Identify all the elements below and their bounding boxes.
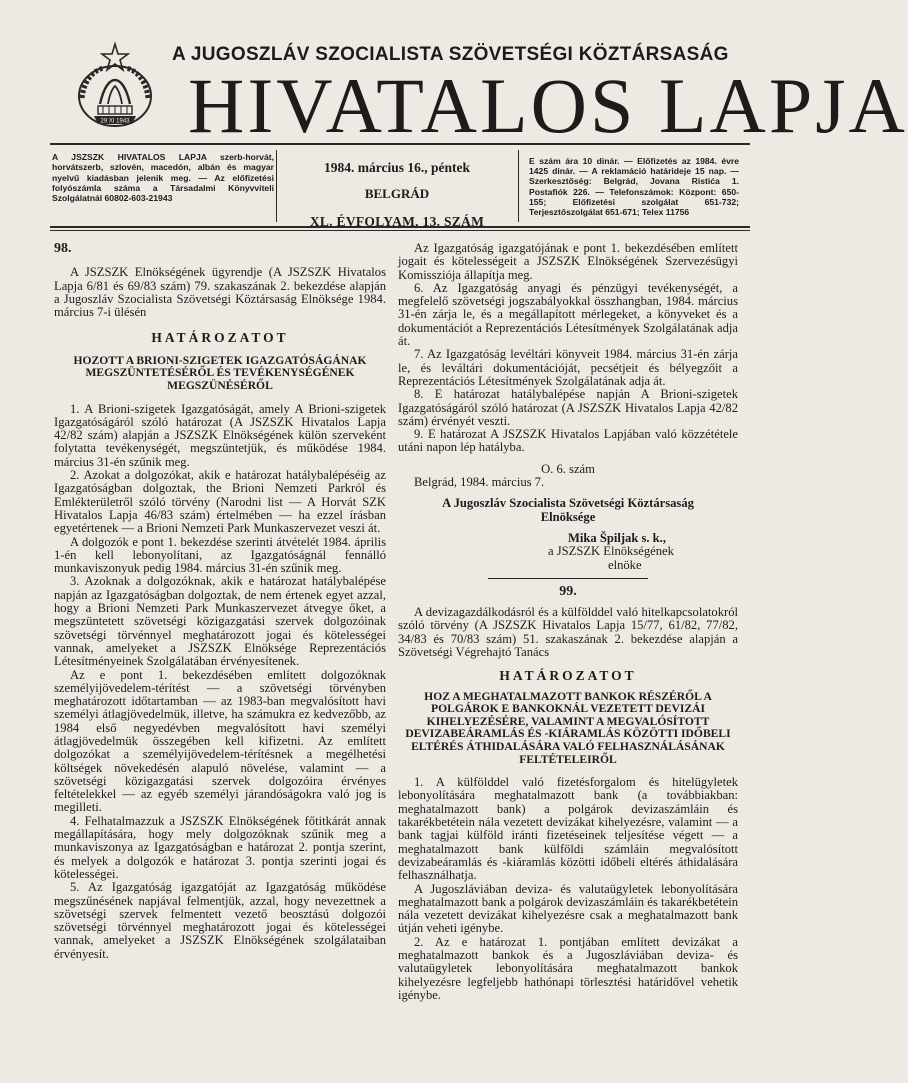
paragraph: A dolgozók e pont 1. bekezdése szerinti átvételét 1984. április 1-én kell lebonyolítani, az Igazgatóságnál fennálló munkaviszonyuk pedig 1984. március 31-én szűnik meg. (54, 534, 386, 576)
decree-intro: A JSZSZK Elnökségének ügyrendje (A JSZSZK Hivatalos Lapja 6/81 és 69/83 szám) 79. szakaszának 2. bekezdése alapján a Jugoszláv Szocialista Szövetségi Köztársaság Elnöksége 1984. március 7-i ülésén (54, 265, 386, 320)
paragraph: 2. Az e határozat 1. pontjában említett devizákat a meghatalmazott bankok és a Jugoszláviában deviza- és valutaügyletek lebonyolítására meghatalmazott bankok kihelyezésre legfeljebb hathónapi törlesztési határidővel vehetik igénybe. (398, 934, 738, 1002)
state-emblem-icon (72, 40, 158, 130)
paragraph: 8. E határozat hatálybalépése napján A Brioni-szigetek Igazgatóságáról szóló határozat (A JSZSZK Hivatalos Lapja 42/82 szám) érvényét veszti. (398, 387, 738, 428)
divider-right (518, 150, 519, 222)
paragraph: 4. Felhatalmazzuk a JSZSZK Elnökségének főtitkárát annak megállapítására, hogy mely dolgozóknak szűnik meg a munkaviszonya az Igazgatóságban e határozat 2. pontja szerint, és melyek a dolgozók e határozat 3. pontja szerinti jogai és kötelességei. (54, 813, 386, 881)
divider-left (276, 150, 277, 222)
reference-number: O. 6. szám (541, 461, 595, 476)
paragraph: 2. Azokat a dolgozókat, akik e határozat hatálybalépéséig az Igazgatóságban dolgoztak, the Brioni Nemzeti Parkról és Emlékterületről szóló törvény (Narodni list — A Horvát SZK Hivatalos Lapja 46/83 szám) értelmében — ha ezzel írásban egyetértenek — a Brioni Nemzeti Park Munkaszervezet veszi át. (54, 468, 386, 536)
decree-type: HATÁROZATOT (151, 330, 289, 346)
issuing-body: A Jugoszláv Szocialista Szövetségi Köztársaság Elnöksége (442, 496, 694, 524)
page-title: HIVATALOS LAPJA (188, 62, 908, 149)
paragraph: 9. E határozat A JSZSZK Hivatalos Lapjában való közzététele utáni napon lép hatályba. (398, 427, 738, 455)
price-info: E szám ára 10 dinár. — Előfizetés az 1984. évre 1425 dinár. — A reklamáció határideje 15 nap. — Szerkesztőség: Belgrád, Jovana Ristića 1. Postafiók 226. — Telefonszámok: Központ: 650-155; Előfizetési szolgálat 651-732; Terjesztőszolgálat 651-671; Telex 11756 (529, 156, 739, 218)
paragraph: 1. A Brioni-szigetek Igazgatóságát, amely A Brioni-szigetek Igazgatóságáról szóló határozat (A JSZSZK Hivatalos Lapja 42/82 szám) alapján a JSZSZK Elnökségének külön szerveként folytatta tevékenységét, megszüntetjük, és működése 1984. március 31-én szűnik meg. (54, 401, 386, 469)
header-rule-thin (50, 230, 750, 231)
paragraph: Az e pont 1. bekezdésében említett dolgozóknak személyijövedelem-térítést — a szövetségi törvényben meghatározott időtartamban — az 1983-ban megvalósított havi személyi átlagjövedelmük, illetve, ha számukra ez kedvezőbb, az 1984 első negyedévben megvalósított havi személyi átlagjövedelmük összegében kell kifizetni. Az említett dolgozókat a személyijövedelem-térítésnek a megélhetési költségek növekedésén alapuló növelése, valamint — a szövetségi közigazgatási szervek dolgozóira érvényes feltételekkel — az egyéb személyi járandóságokra való jog is megilleti. (54, 667, 386, 815)
left-column (54, 242, 386, 961)
paragraph: 3. Azoknak a dolgozóknak, akik e határozat hatálybalépése napján az Igazgatóságban dolgoztak, de nem értenek egyet azzal, hogy a Brioni Nemzeti Park Munkaszervezet átvegye őket, a megszüntetett szövetségi közigazgatási szervek dolgozóinak szövetségi törvénnyel meghatározott jogai és kötelességei vannak, amelyeket a JSZSZK Elnöksége Reprezentációs Létesítményeinek Szolgálatában érvényesítenek. (54, 574, 386, 669)
decree-intro: A devizagazdálkodásról és a külfölddel való hitelkapcsolatokról szóló törvény (A JSZSZK Hivatalos Lapja 15/77, 61/82, 77/82, 34/83 és 70/83 szám) 51. szakaszának 2. bekezdése alapján a Szövetségi Végrehajtó Tanács (398, 605, 738, 660)
issue-city: BELGRÁD (364, 186, 430, 201)
decree-number: 99. (559, 583, 577, 599)
paragraph: 7. Az Igazgatóság levéltári könyveit 1984. március 31-én zárja le, és leváltári dokumentációját, pecsétjeit és bélyegzőit a Reprezentációs Létesítmények Szolgálatának adja át. (398, 347, 738, 388)
paragraph: 5. Az Igazgatóság igazgatóját az Igazgatóság működése megszűnésének napjával felmentjük, azzal, hogy nevezettnek a szövetségi szervek felmentett vezető beosztású dolgozói szövetségi törvénnyel meghatározott jogai és kötelességei vannak, amelyeket a JSZSZK Elnökségének szolgálataiban érvényesít. (54, 880, 386, 961)
paragraph: A Jugoszláviában deviza- és valutaügyletek lebonyolítására meghatalmazott bank a polgárok devizaszámláin és takarékbetétein nála vezetett devizákat kihelyezésre csak a meghatalmazott bank útján veheti igénybe. (398, 881, 738, 936)
signer-role-2: elnöke (608, 557, 642, 572)
right-column (398, 242, 738, 1002)
supertitle: A JUGOSZLÁV SZOCIALISTA SZÖVETSÉGI KÖZTÁRSASÁG (172, 44, 729, 65)
issue-info (282, 160, 512, 230)
place-date: Belgrád, 1984. március 7. (414, 475, 545, 490)
signer-name: Mika Špiljak s. k., (568, 530, 666, 545)
top-rule (50, 143, 750, 145)
paragraph: 6. Az Igazgatóság anyagi és pénzügyi tevékenységét, a megfelelő szövetségi jogszabályokkal összhangban, 1984. március 31-én zárja le, és a megállapított mérlegeket, a könyveket és a dokumentációt a Reprezentációs Létesítmények Szolgálatának adja át. (398, 280, 738, 349)
emblem-date: 29 XI 1943 (100, 118, 130, 125)
subscription-info: A JSZSZK HIVATALOS LAPJA szerb-horvát, horvátszerb, szlovén, macedón, albán és magyar nyelvű kiadásban jelenik meg. — Az előfizetési folyószámla száma a Társadalmi Könyvviteli Szolgálatnál 60802-603-21943 (52, 152, 274, 204)
signer-role: a JSZSZK Elnökségének (548, 544, 674, 559)
section-divider (488, 578, 648, 579)
decree-heading: HOZOTT A BRIONI-SZIGETEK IGAZGATÓSÁGÁNAK MEGSZÜNTETÉSÉRŐL ÉS TEVÉKENYSÉGÉNEK MEGSZÜNÉSÉRŐL (73, 353, 367, 392)
decree-heading: HOZ A MEGHATALMAZOTT BANKOK RÉSZÉRŐL A POLGÁROK E BANKOKNÁL VEZETETT DEVIZÁI KIHELYEZÉSÉRE, VALAMINT A MEGVALÓSÍTOTT DEVIZABEÁRAMLÁS ÉS -KIÁRAMLÁS KÖZÖTTI IDŐBELI ELTÉRÉS ÁTHIDALÁSÁRA VALÓ FELHASZNÁLÁSÁNAK FELTÉTELEIRŐL (405, 689, 731, 766)
paragraph: Az Igazgatóság igazgatójának e pont 1. bekezdésében említett jogait és kötelességeit a JSZSZK Elnökségének Szervezésügyi Komissziója állapítja meg. (398, 241, 738, 282)
decree-number: 98. (54, 241, 72, 256)
issue-date: 1984. március 16., péntek (323, 160, 470, 175)
decree-type: HATÁROZATOT (499, 668, 637, 684)
issue-volume: XL. ÉVFOLYAM, 13. SZÁM (309, 214, 485, 229)
paragraph: 1. A külfölddel való fizetésforgalom és hitelügyletek lebonyolítására meghatalmazott bank (a továbbiakban: meghatalmazott bank) a polgárok devizaszámláin és takarékbetétein nála vezetett devizákat kihelyezésre, valamint — a bank tagjai külföld iránti fizetéseinek teljesítése végett — a meghatalmazott bank külföldi számláin megvalósított devizabeáramlás és -kiáramlás közötti időbeli eltérés áthidalására felhasználhatja. (398, 775, 738, 883)
header-rule (50, 226, 750, 228)
